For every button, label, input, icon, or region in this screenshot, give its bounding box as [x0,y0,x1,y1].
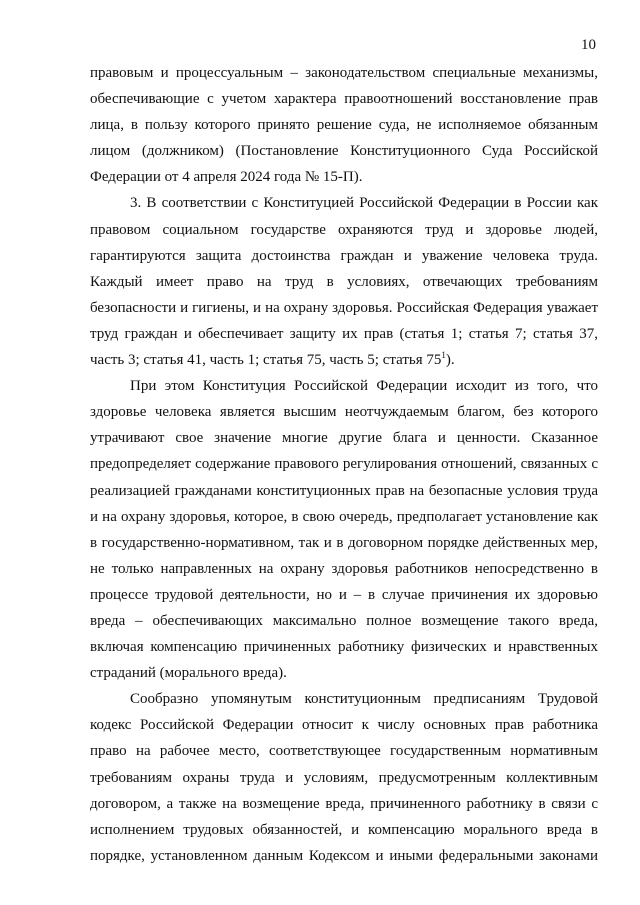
paragraph-section-3 [90,190,598,373]
paragraph-continuation: правовым и процессуальным – законодательством специальные механизмы, обеспечивающие с учетом характера правоотношений восстановление прав лица, в пользу которого принято решение суда, не исполняемое обязанным лицом (должником) (Постановление Конституционного Суда Российской Федерации от 4 апреля 2024 года № 15-П). [90,65,598,186]
document-body [90,60,598,869]
paragraph-labor-code: Сообразно упомянутым конституционным предписаниям Трудовой кодекс Российской Федерации относит к числу основных прав работника право на рабочее место, соответствующее государственным нормативным требованиям охраны труда и условиям, предусмотренным коллективным договором, а также на возмещение вреда, причиненного работнику в связи с исполнением трудовых обязанностей, и компенсацию морального вреда в порядке, установленном данным Кодексом и иными федеральными законами [90,691,598,864]
paragraph-text: 3. В соответствии с Конституцией Российской Федерации в России как правовом социальном государстве охраняются труд и здоровье людей, гарантируются защита достоинства граждан и уважение человека труда. Каждый имеет право на труд в условиях, отвечающих требованиям безопасности и гигиены, и на охрану здоровья. Российская Федерация уважает труд граждан и обеспечивает защиту их прав (статья 1; статья 7; статья 37, часть 3; статья 41, часть 1; статья 75, часть 5; статья 75 [90,195,598,369]
paragraph-tail: ). [445,352,455,369]
page-number: 10 [581,37,596,53]
superscript-footnote: 1 [441,350,446,361]
paragraph-health-value: При этом Конституция Российской Федерации исходит из того, что здоровье человека является высшим неотчуждаемым благом, без которого утрачивают свое значение многие другие блага и ценности. Сказанное предопределяет содержание правового регулирования отношений, связанных с реализацией гражданами конституционных прав на безопасные условия труда и на охрану здоровья, которое, в свою очередь, предполагает установление как в государственно-нормативном, так и в договорном порядке действенных мер, не только направленных на охрану здоровья работников непосредственно в процессе трудовой деятельности, но и – в случае причинения их здоровью вреда – обеспечивающих максимально полное возмещение такого вреда, включая компенсацию причиненных работнику физических и нравственных страданий (морального вреда). [90,378,598,682]
